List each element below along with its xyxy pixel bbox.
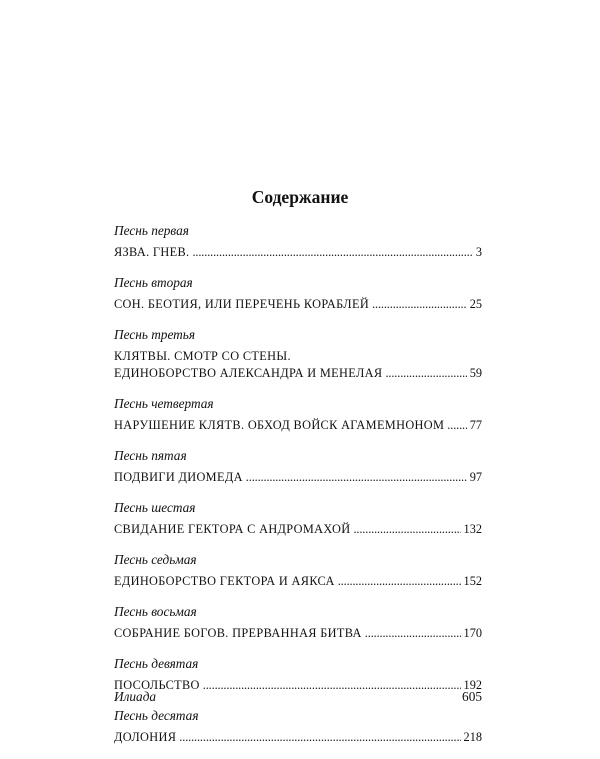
toc-section-10 [114,707,482,746]
entry-title: СОБРАНИЕ БОГОВ. ПРЕРВАННАЯ БИТВА [114,626,362,640]
song-heading: Песнь вторая [114,275,193,290]
entry-line [114,625,482,642]
entry-title-line-1: КЛЯТВЫ. СМОТР СО СТЕНЫ. [114,349,291,363]
entry-title: НАРУШЕНИЕ КЛЯТВ. ОБХОД ВОЙСК АГАМЕМНОНОМ [114,418,445,432]
entry-title: СОН. БЕОТИЯ, ИЛИ ПЕРЕЧЕНЬ КОРАБЛЕЙ [114,297,370,311]
running-footer [114,688,482,706]
entry-line [114,573,482,590]
footer-page-number: 605 [462,689,482,704]
toc-section-2 [114,274,482,313]
page-number: 3 [475,245,482,259]
entry-title: ЕДИНОБОРСТВО ГЕКТОРА И АЯКСА [114,574,335,588]
page-number: 59 [469,366,482,380]
dot-leader [372,296,467,313]
entry-line [114,417,482,434]
toc-entry[interactable] [114,244,482,261]
song-heading: Песнь шестая [114,500,196,515]
page-number: 170 [463,626,482,640]
song-heading: Песнь восьмая [114,604,197,619]
dot-leader [385,365,466,382]
toc-section-4 [114,395,482,434]
toc-section-7 [114,551,482,590]
dot-leader [192,244,472,261]
dot-leader [179,729,460,746]
page-number: 192 [463,678,482,692]
footer-book-title: Илиада [114,689,157,704]
page-title: Содержание [251,187,349,207]
page-number: 25 [469,297,482,311]
entry-title: ПОДВИГИ ДИОМЕДА [114,470,243,484]
toc-entry[interactable] [114,417,482,434]
toc-entry[interactable] [114,296,482,313]
entry-line [114,521,482,538]
toc-section-6 [114,499,482,538]
entry-line [114,244,482,261]
toc-entry[interactable] [114,729,482,746]
entry-line [114,729,482,746]
toc-section-8 [114,603,482,642]
entry-title: ЯЗВА. ГНЕВ. [114,245,190,259]
song-heading: Песнь десятая [114,708,199,723]
dot-leader [338,573,461,590]
toc-section-5 [114,447,482,486]
entry-title: ЕДИНОБОРСТВО АЛЕКСАНДРА И МЕНЕЛАЯ [114,366,383,380]
toc-entry[interactable] [114,521,482,538]
dot-leader [365,625,461,642]
toc-entry[interactable] [114,469,482,486]
page-number: 77 [469,418,482,432]
toc-section-1 [114,222,482,261]
entry-title: ДОЛОНИЯ [114,730,177,744]
song-heading: Песнь седьмая [114,552,197,567]
dot-leader [447,417,466,434]
page-number: 218 [463,730,482,744]
entry-title: ПОСОЛЬСТВО [114,678,200,692]
entry-line [114,296,482,313]
entry-line [114,365,482,382]
table-of-contents [114,222,482,759]
song-heading: Песнь четвертая [114,396,214,411]
toc-entry[interactable] [114,625,482,642]
toc-section-3 [114,326,482,382]
page-number: 152 [463,574,482,588]
song-heading: Песнь пятая [114,448,187,463]
song-heading: Песнь третья [114,327,196,342]
entry-line [114,469,482,486]
dot-leader [353,521,460,538]
toc-entry[interactable] [114,348,482,382]
entry-title: СВИДАНИЕ ГЕКТОРА С АНДРОМАХОЙ [114,522,351,536]
toc-entry[interactable] [114,573,482,590]
song-heading: Песнь девятая [114,656,199,671]
dot-leader [246,469,467,486]
page-number: 132 [463,522,482,536]
page-number: 97 [469,470,482,484]
song-heading: Песнь первая [114,223,189,238]
